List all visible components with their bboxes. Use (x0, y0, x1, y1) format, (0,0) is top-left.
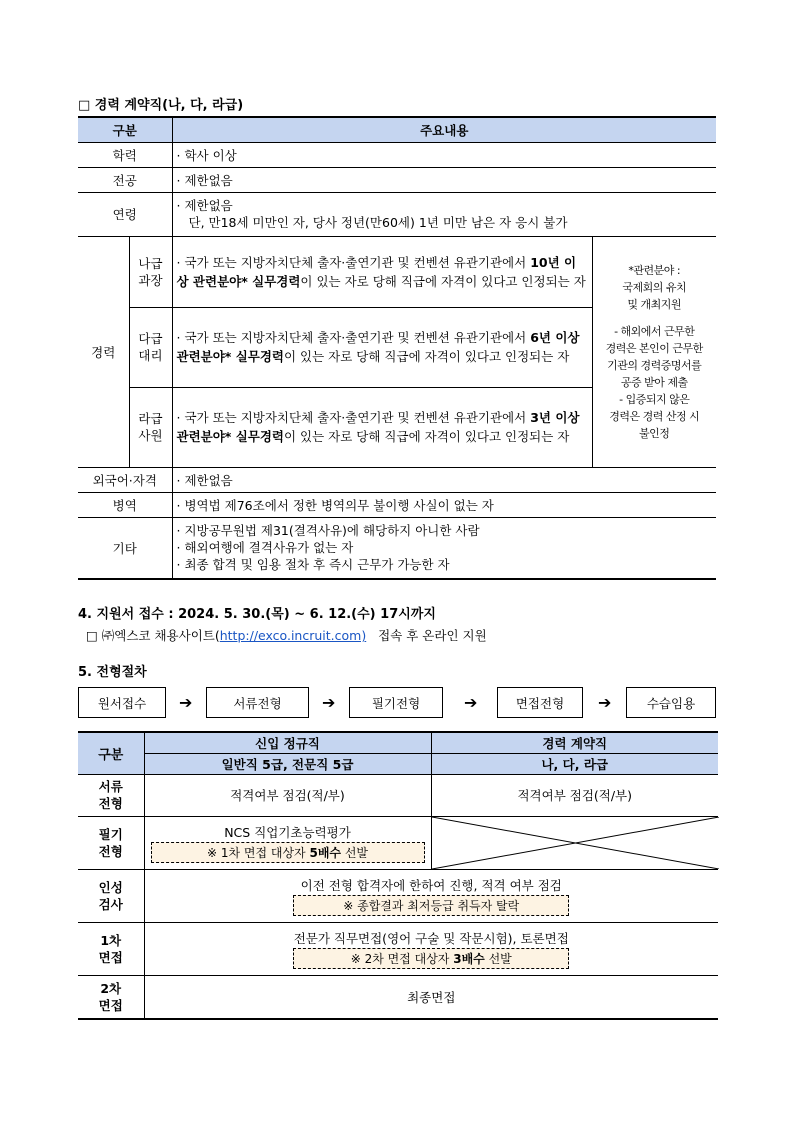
row-label-etc: 기타 (78, 517, 172, 579)
process-personality: 이전 전형 합격자에 한하여 진행, 적격 여부 점검 ※ 종합결과 최저등급 취득자 탈락 (144, 869, 718, 922)
flow-arrow-icon: ➔ (598, 693, 612, 712)
process-header-new: 신입 정규직 (144, 732, 431, 753)
row-value-etc: · 지방공무원법 제31(결격사유)에 해당하지 아니한 사람 · 해외여행에 결격사유가 없는 자 · 최종 합격 및 임용 절차 후 즉시 근무가 가능한 자 (172, 517, 716, 579)
process-label-interview-2: 2차 면접 (78, 975, 144, 1019)
apply-link[interactable]: http://exco.incruit.com) (219, 628, 367, 643)
career-side-note: *관련분야 : 국제회의 유치 및 개최지원 - 해외에서 근무한 경력은 본인이 근무한 기관의 경력증명서를 공증 받아 제출 - 입증되지 않은 경력은 경력 산정 시 불인정 (592, 236, 716, 467)
row-value-major: · 제한없음 (172, 167, 716, 192)
process-header-category: 구분 (78, 732, 144, 774)
interview-1-note: ※ 2차 면접 대상자 3배수 선발 (293, 948, 569, 969)
grade-ra: 라급 사원 (129, 387, 172, 467)
career-requirements-table (78, 116, 716, 580)
process-document-new: 적격여부 점검(적/부) (144, 774, 431, 816)
grade-na-desc: · 국가 또는 지방자치단체 출자·출연기관 및 컨벤션 유관기관에서 10년 이상 관련분야* 실무경력이 있는 자로 당해 직급에 자격이 있다고 인정되는 자 (172, 236, 592, 307)
process-label-written: 필기 전형 (78, 816, 144, 869)
header-category: 구분 (78, 117, 172, 142)
process-interview-2: 최종면접 (144, 975, 718, 1019)
grade-na: 나급 과장 (129, 236, 172, 307)
flow-step-1: 원서접수 (78, 687, 166, 718)
process-section-title: 5. 전형절차 (78, 665, 147, 680)
row-label-age: 연령 (78, 192, 172, 236)
process-document-career: 적격여부 점검(적/부) (431, 774, 718, 816)
row-label-military: 병역 (78, 492, 172, 517)
process-header-career: 경력 계약직 (431, 732, 718, 753)
process-subheader-new: 일반직 5급, 전문직 5급 (144, 753, 431, 774)
grade-da: 다급 대리 (129, 307, 172, 387)
written-note: ※ 1차 면접 대상자 5배수 선발 (151, 842, 425, 863)
row-label-language: 외국어·자격 (78, 467, 172, 492)
flow-step-5: 수습임용 (626, 687, 716, 718)
not-applicable-cross (432, 817, 719, 869)
row-label-education: 학력 (78, 142, 172, 167)
process-subheader-career: 나, 다, 라급 (431, 753, 718, 774)
apply-section-title: 4. 지원서 접수 : 2024. 5. 30.(목) ~ 6. 12.(수) 17시까지 (78, 607, 436, 622)
flow-step-4: 면접전형 (497, 687, 583, 718)
flow-arrow-icon: ➔ (322, 693, 336, 712)
process-written-career-na (431, 816, 718, 869)
process-label-document: 서류 전형 (78, 774, 144, 816)
process-label-personality: 인성 검사 (78, 869, 144, 922)
row-value-education: · 학사 이상 (172, 142, 716, 167)
process-interview-1: 전문가 직무면접(영어 구술 및 작문시험), 토론면접 ※ 2차 면접 대상자 3배수 선발 (144, 922, 718, 975)
personality-note: ※ 종합결과 최저등급 취득자 탈락 (293, 895, 569, 916)
process-written-new: NCS 직업기초능력평가 ※ 1차 면접 대상자 5배수 선발 (144, 816, 431, 869)
flow-arrow-icon: ➔ (179, 693, 193, 712)
row-label-career: 경력 (78, 236, 129, 467)
row-value-age (172, 192, 716, 236)
apply-line: □ ㈜엑스코 채용사이트(http://exco.incruit.com) 접속 후 온라인 지원 (86, 628, 487, 643)
process-label-interview-1: 1차 면접 (78, 922, 144, 975)
header-content: 주요내용 (172, 117, 716, 142)
age-line-1: · 제한없음 (176, 198, 233, 213)
career-section-title: □ 경력 계약직(나, 다, 라급) (78, 98, 244, 113)
flow-step-2: 서류전형 (206, 687, 309, 718)
grade-ra-desc: · 국가 또는 지방자치단체 출자·출연기관 및 컨벤션 유관기관에서 3년 이상 관련분야* 실무경력이 있는 자로 당해 직급에 자격이 있다고 인정되는 자 (172, 387, 592, 467)
row-label-major: 전공 (78, 167, 172, 192)
flow-step-3: 필기전형 (349, 687, 443, 718)
process-table (78, 731, 718, 1020)
flow-arrow-icon: ➔ (464, 693, 478, 712)
row-value-military: · 병역법 제76조에서 정한 병역의무 불이행 사실이 없는 자 (172, 492, 716, 517)
age-line-2: 단, 만18세 미만인 자, 당사 정년(만60세) 1년 미만 남은 자 응시 불가 (188, 215, 568, 230)
row-value-language: · 제한없음 (172, 467, 716, 492)
grade-da-desc: · 국가 또는 지방자치단체 출자·출연기관 및 컨벤션 유관기관에서 6년 이상 관련분야* 실무경력이 있는 자로 당해 직급에 자격이 있다고 인정되는 자 (172, 307, 592, 387)
